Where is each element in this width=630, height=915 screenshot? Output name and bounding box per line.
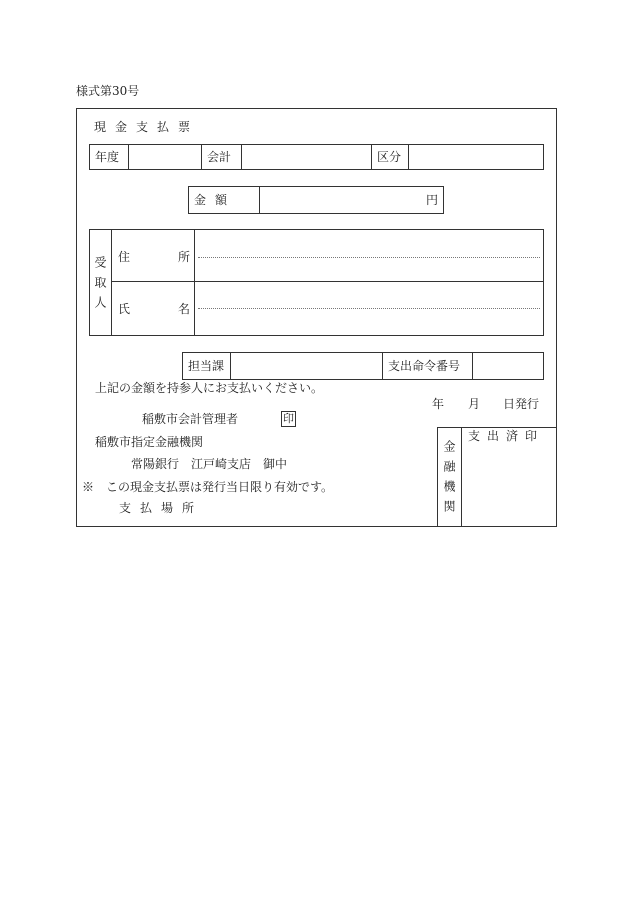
seal-stamp: 印 xyxy=(283,412,294,425)
fiscal-year-field[interactable] xyxy=(129,145,201,169)
instruction-text: 上記の金額を持参人にお支払いください。 xyxy=(95,381,324,395)
dept-field[interactable] xyxy=(231,353,382,379)
designated-bank: 稲敷市指定金融機関 xyxy=(95,435,204,449)
yen-unit: 円 xyxy=(426,193,439,207)
account-label: 会計 xyxy=(207,150,232,164)
manager-title: 稲敷市会計管理者 xyxy=(142,412,239,426)
bank-label: 金融機関 xyxy=(442,440,456,520)
name-label: 氏名 xyxy=(118,302,239,316)
paid-stamp-area[interactable] xyxy=(462,445,556,526)
dept-label: 担当課 xyxy=(188,359,225,373)
issue-month: 月 xyxy=(468,397,481,411)
amount-field[interactable] xyxy=(260,187,420,213)
category-label: 区分 xyxy=(377,150,402,164)
account-field[interactable] xyxy=(242,145,371,169)
payment-place: 支払場所 xyxy=(119,501,204,515)
paid-stamp-label: 支出済印 xyxy=(468,429,545,443)
validity-note: ※ この現金支払票は発行当日限り有効です。 xyxy=(82,480,334,494)
category-field[interactable] xyxy=(409,145,543,169)
year-label: 年度 xyxy=(95,150,120,164)
issue-day: 日発行 xyxy=(503,397,540,411)
issue-year: 年 xyxy=(432,397,445,411)
bank-branch: 常陽銀行 江戸崎支店 御中 xyxy=(131,457,288,471)
name-field[interactable] xyxy=(195,282,543,335)
amount-label: 金額 xyxy=(194,193,237,207)
form-number: 様式第30号 xyxy=(76,84,140,98)
order-number-label: 支出命令番号 xyxy=(388,359,461,373)
recipient-label: 受取人 xyxy=(93,256,107,316)
address-label: 住所 xyxy=(118,250,239,264)
order-number-field[interactable] xyxy=(473,353,543,379)
address-field[interactable] xyxy=(195,230,543,280)
form-title: 現金支払票 xyxy=(94,120,200,134)
